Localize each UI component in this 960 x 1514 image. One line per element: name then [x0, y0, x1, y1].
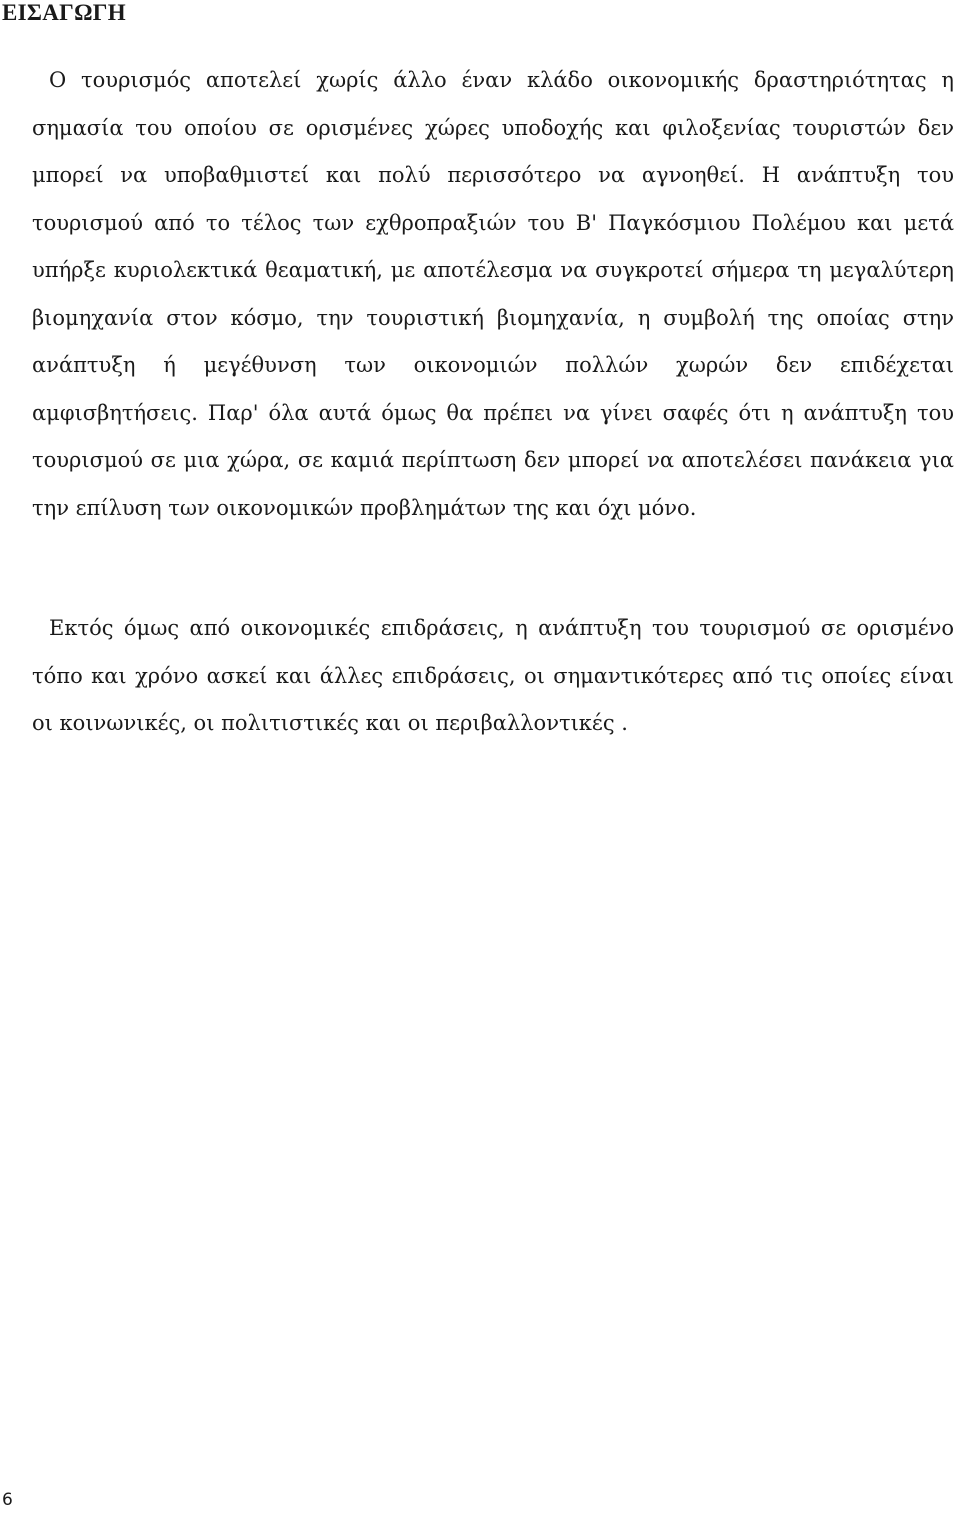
paragraph-2: Εκτός όμως από οικονομικές επιδράσεις, η ανάπτυξη του τουρισμού σε ορισμένο τόπο και χρόνο ασκεί και άλλες επιδράσεις, οι σημαντικότερες από τις οποίες είναι οι κοινωνικές, οι πολιτιστικές και οι περιβαλλοντικές . [32, 616, 954, 735]
paragraph-1: Ο τουρισμός αποτελεί χωρίς άλλο έναν κλάδο οικονομικής δραστηριότητας η σημασία του οποίου σε ορισμένες χώρες υποδοχής και φιλοξενίας τουριστών δεν μπορεί να υποβαθμιστεί και πολύ περισσότερο να αγνοηθεί. Η ανάπτυξη του τουρισμού από το τέλος των εχθροπραξιών του Β' Παγκόσμιου Πολέμου και μετά υπήρξε κυριολεκτικά θεαματική, με αποτέλεσμα να συγκροτεί σήμερα τη μεγαλύτερη βιομηχανία στον κόσμο, την τουριστική βιομηχανία, η συμβολή της οποίας στην ανάπτυξη ή μεγέθυνση των οικονομιών πολλών χωρών δεν επιδέχεται αμφισβητήσεις. Παρ' όλα αυτά όμως θα πρέπει να γίνει σαφές ότι η ανάπτυξη του τουρισμού σε μια χώρα, σε καμιά περίπτωση δεν μπορεί να αποτελέσει πανάκεια για την επίλυση των οικονομικών προβλημάτων της και όχι μόνο. [32, 68, 954, 520]
page-title: ΕΙΣΑΓΩΓΗ [2, 0, 126, 25]
page-number: 6 [2, 1490, 13, 1510]
